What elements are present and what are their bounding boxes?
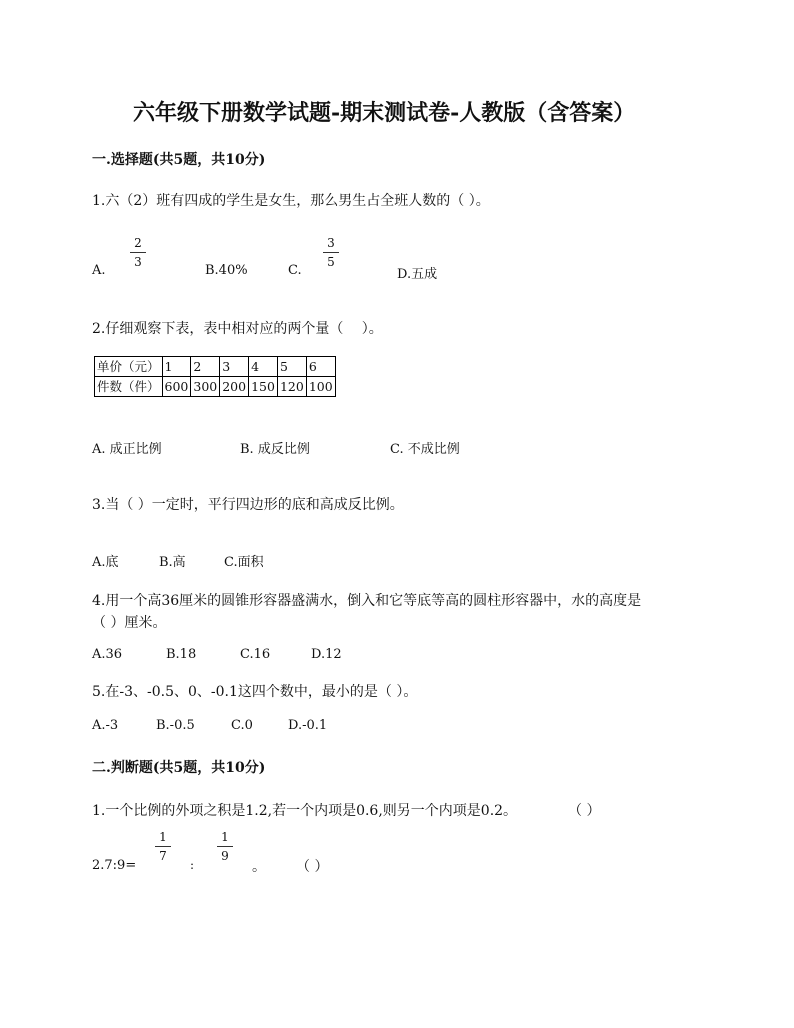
judgment-1-text: 1.一个比例的外项之积是1.2,若一个内项是0.6,则另一个内项是0.2。 [92, 803, 518, 819]
table-cell: 5 [277, 357, 306, 377]
fraction-bar [217, 846, 233, 847]
table-cell: 4 [249, 357, 278, 377]
fraction-bar [155, 846, 171, 847]
judgment-2-colon: : [190, 858, 195, 872]
q1-option-d: D.五成 [397, 267, 438, 282]
q2-option-b: B. 成反比例 [240, 442, 310, 457]
fraction-numerator: 2 [134, 236, 142, 250]
fraction-bar [323, 252, 339, 253]
fraction-bar [130, 252, 146, 253]
judgment-2-end-mark: 。 [252, 859, 266, 875]
table-cell: 120 [277, 377, 306, 397]
q3-option-b: B.高 [159, 555, 186, 570]
q2-table [94, 356, 336, 397]
q1-option-a-fraction [130, 237, 146, 268]
fraction-denominator: 5 [327, 255, 335, 269]
q2-option-c: C. 不成比例 [390, 442, 460, 457]
judgment-2-fraction-1 [155, 831, 171, 862]
q1-option-c-fraction [323, 237, 339, 268]
q1-option-a-label: A. [92, 263, 106, 278]
table-cell: 150 [249, 377, 278, 397]
fraction-denominator: 9 [221, 849, 229, 863]
q5-option-d: D.-0.1 [288, 718, 328, 733]
table-cell: 600 [162, 377, 191, 397]
q4-option-b: B.18 [166, 647, 197, 662]
q5-option-b: B.-0.5 [156, 718, 195, 733]
question-5-text: 5.在-3、-0.5、0、-0.1这四个数中，最小的是（ ）。 [92, 684, 418, 700]
q4-option-a: A.36 [92, 647, 123, 662]
table-cell: 200 [220, 377, 249, 397]
table-cell: 单价（元） [95, 357, 163, 377]
question-4-line-2: （ ）厘米。 [92, 615, 167, 631]
fraction-numerator: 3 [327, 236, 335, 250]
table-cell: 2 [191, 357, 220, 377]
q2-option-a: A. 成正比例 [92, 442, 162, 457]
q5-option-a: A.-3 [92, 718, 119, 733]
question-1-text: 1.六（2）班有四成的学生是女生，那么男生占全班人数的（ ）。 [92, 193, 490, 209]
q3-option-a: A.底 [92, 555, 119, 570]
table-cell: 300 [191, 377, 220, 397]
judgment-2-answer-paren: （ ） [296, 859, 329, 875]
question-2-text: 2.仔细观察下表，表中相对应的两个量（ ）。 [92, 321, 383, 337]
q4-option-c: C.16 [240, 647, 271, 662]
table-cell: 100 [306, 377, 335, 397]
table-cell: 3 [220, 357, 249, 377]
fraction-denominator: 3 [134, 255, 142, 269]
q5-option-c: C.0 [231, 718, 253, 733]
table-cell: 1 [162, 357, 191, 377]
question-3-text: 3.当（ ）一定时，平行四边形的底和高成反比例。 [92, 497, 404, 513]
q1-option-b: B.40% [205, 263, 248, 278]
section-heading-choice: 一.选择题(共5题，共10分) [92, 152, 266, 168]
q4-option-d: D.12 [311, 647, 342, 662]
judgment-1-answer-paren: （ ） [568, 803, 601, 819]
fraction-denominator: 7 [159, 849, 167, 863]
q3-option-c: C.面积 [224, 555, 264, 570]
fraction-numerator: 1 [221, 830, 229, 844]
question-4-line-1: 4.用一个高36厘米的圆锥形容器盛满水，倒入和它等底等高的圆柱形容器中，水的高度是 [92, 593, 642, 609]
table-cell: 6 [306, 357, 335, 377]
page-title: 六年级下册数学试题-期末测试卷-人教版（含答案） [133, 100, 636, 126]
table-row [95, 357, 336, 377]
fraction-numerator: 1 [159, 830, 167, 844]
section-heading-judgment: 二.判断题(共5题，共10分) [92, 760, 266, 776]
judgment-2-fraction-2 [217, 831, 233, 862]
judgment-2-lead: 2.7:9= [92, 858, 137, 873]
table-cell: 件数（件） [95, 377, 163, 397]
q1-option-c-label: C. [288, 263, 302, 278]
table-row [95, 377, 336, 397]
